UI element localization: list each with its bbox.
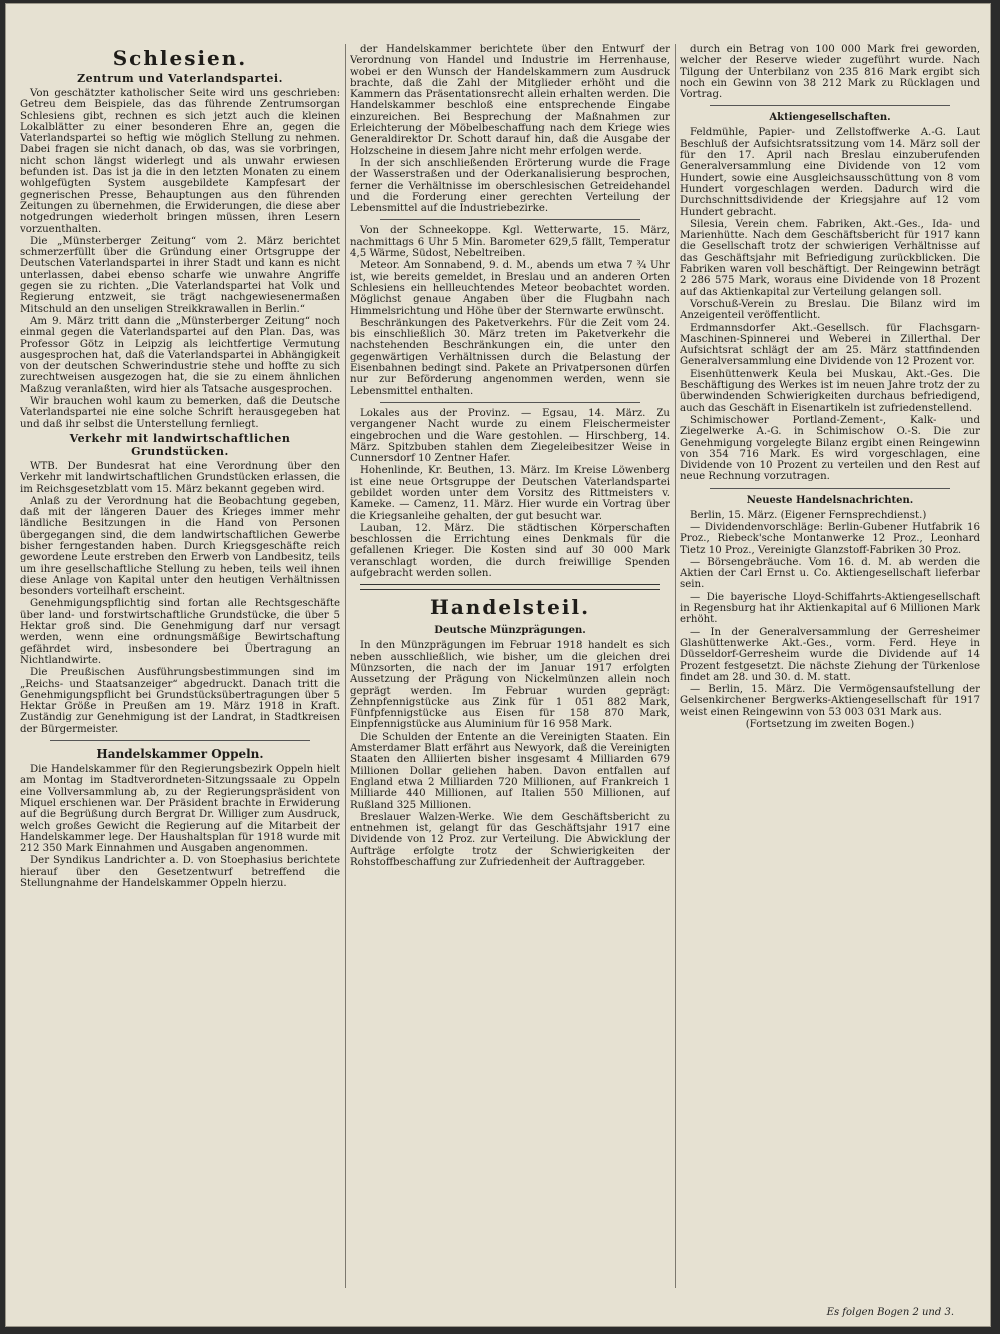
article-paragraph: — Dividendenvorschläge: Berlin-Gubener Hutfabrik 16 Proz., Riebeck'sche Montanwerke 12 Proz., Leonhard Tietz 10 Proz., Vereinigte Glanzstoff-Fabriken 30 Proz. xyxy=(680,521,980,556)
article-paragraph: Wir brauchen wohl kaum zu bemerken, daß die Deutsche Vaterlandspartei nie eine solche Schrift herausgegeben hat und daß ihr selbst die Unterstellung fernliegt. xyxy=(20,396,340,430)
article-paragraph: Der Syndikus Landrichter a. D. von Stoephasius berichtete hierauf über den Gesetzentwurf betreffend die Stellungnahme der Handelskammer Oppeln hierzu. xyxy=(20,855,340,889)
article-paragraph: durch ein Betrag von 100 000 Mark frei geworden, welcher der Reserve wieder zugeführt wurde. Nach Tilgung der Unterbilanz von 235 816 Mark ergibt sich noch ein Gewinn von 38 212 Mark zu Rücklagen und Vortrag. xyxy=(680,44,980,101)
article-paragraph: WTB. Der Bundesrat hat eine Verordnung über den Verkehr mit landwirtschaftlichen Grundstücken erlassen, die im Reichsgesetzblatt vom 15. März bekannt gegeben wird. xyxy=(20,460,340,495)
article-paragraph: Lokales aus der Provinz. — Egsau, 14. März. Zu vergangener Nacht wurde zu einem Fleischermeister eingebrochen und die Ware gestohlen. — Hirschberg, 14. März. Spitzbuben stahlen dem Ziegeleibesitzer Weise in Cunnersdorf 10 Zentner Hafer. xyxy=(350,407,670,465)
article-paragraph: Vorschuß-Verein zu Breslau. Die Bilanz wird im Anzeigenteil veröffentlicht. xyxy=(680,298,980,322)
article-paragraph: — In der Generalversammlung der Gerresheimer Glashüttenwerke Akt.-Ges., vorm. Ferd. Heye in Düsseldorf-Gerresheim wurde die Dividende auf 14 Prozent festgesetzt. Die nächste Ziehung der Türkenlose findet am 28. und 30. d. M. statt. xyxy=(680,626,980,683)
article-title: Verkehr mit landwirtschaftlichen Grundstücken. xyxy=(69,431,291,458)
article-paragraph: Die Schulden der Entente an die Vereinigten Staaten. Ein Amsterdamer Blatt erfährt aus Newyork, daß die Vereinigten Staaten den Alliierten bisher insgesamt 4 Milliarden 679 Millionen Dollar geliehen haben. Davon entfallen auf England etwa 2 Milliarden 720 Millionen, auf Frankreich 1 Milliarde 440 Millionen, auf Italien 550 Millionen, auf Rußland 325 Millionen. xyxy=(350,731,670,811)
article-paragraph: Erdmannsdorfer Akt.-Gesellsch. für Flachsgarn-Maschinen-Spinnerei und Weberei in Zillerthal. Der Aufsichtsrat schlägt der am 25. März stattfindenden Generalversammlung eine Dividende von 12 Prozent vor. xyxy=(680,322,980,368)
article-paragraph: Silesia, Verein chem. Fabriken, Akt.-Ges., Ida- und Marienhütte. Nach dem Geschäftsbericht für 1917 kann die Gesellschaft trotz der schwierigen Verhältnisse auf das Geschäftsjahr mit Befriedigung zurückblicken. Die Fabriken waren voll beschäftigt. Der Reingewinn beträgt 2 286 575 Mark, woraus eine Dividende von 18 Prozent auf das Aktienkapital zur Verteilung gelangen soll. xyxy=(680,218,980,298)
subsection-title: Aktiengesellschaften. xyxy=(769,112,891,124)
section-heading-handelsteil: Handelsteil. xyxy=(429,595,591,620)
newspaper-page xyxy=(6,4,990,1326)
divider xyxy=(50,740,310,741)
dateline: Berlin, 15. März. (Eigener Fernsprechdienst.) xyxy=(690,509,927,521)
section-divider xyxy=(360,584,660,590)
divider xyxy=(380,402,640,403)
article-paragraph: Die Preußischen Ausführungsbestimmungen sind im „Reichs- und Staatsanzeiger“ abgedruckt. Danach tritt die Genehmigungspflicht bei Grundstücksübertragungen über 5 Hektar Größe in Preußen am 19. März 1918 in Kraft. Zuständig zur Genehmigung ist der Landrat, in Stadtkreisen der Bürgermeister. xyxy=(20,667,340,735)
article-paragraph: — Berlin, 15. März. Die Vermögensaufstellung der Gelsenkirchener Bergwerks-Aktiengesellschaft für 1917 weist einen Reingewinn von 53 003 031 Mark aus. xyxy=(680,684,980,718)
article-paragraph: Hohenlinde, Kr. Beuthen, 13. März. Im Kreise Löwenberg ist eine neue Ortsgruppe der Deutschen Vaterlandspartei gebildet worden unter dem Vorsitz des Rittmeisters v. Kameke. — Camenz, 11. März. Hier wurde ein Vortrag über die Kriegsanleihe gehalten, der gut besucht war. xyxy=(350,465,670,522)
article-paragraph: Anlaß zu der Verordnung hat die Beobachtung gegeben, daß mit der längeren Dauer des Krieges immer mehr ländliche Besitzungen in die Hand von Personen übergegangen sind, die dem landwirtschaftlichen Gewerbe bisher ferngestanden haben. Durch Kriegsgeschäfte reich gewordene Leute erstreben den Erwerb von Landbesitz, teils um ihre gesellschaftliche Stellung zu heben, teils weil ihnen diese Anlage von Kapital unter den heutigen Verhältnissen besonders vorteilhaft erscheint. xyxy=(20,495,340,598)
column-rule xyxy=(675,44,676,1288)
weather-report: Von der Schneekoppe. Kgl. Wetterwarte, 15. März, nachmittags 6 Uhr 5 Min. Barometer 629,5 fällt, Temperatur 4,5 Wärme, Südost, Nebeltreiben. xyxy=(350,225,670,260)
continuation-note: (Fortsetzung im zweiten Bogen.) xyxy=(745,719,915,731)
page-footer: Es folgen Bogen 2 und 3. xyxy=(826,1307,954,1318)
article-paragraph: der Handelskammer berichtete über den Entwurf der Verordnung von Handel und Industrie im Herrenhause, wobei er den Wunsch der Handelskammern zum Ausdruck brachte, daß die Zahl der Mitglieder erhöht und die Kammern das Präsentationsrecht allein erhalten werden. Die Handelskammer beschloß eine entsprechende Eingabe einzureichen. Bei Besprechung der Maßnahmen zur Erleichterung der Möbelbeschaffung nach dem Kriege wies Generaldirektor Dr. Schott darauf hin, daß die Ausgabe der Holzscheine in diesem Jahre nicht mehr erfolgen werde. xyxy=(350,44,670,157)
article-paragraph: Beschränkungen des Paketverkehrs. Für die Zeit vom 24. bis einschließlich 30. März treten im Paketverkehr die nachstehenden Beschränkungen ein, die unter den gegenwärtigen Verhältnissen durch die Belastung der Eisenbahnen bedingt sind. Pakete an Privatpersonen dürfen nur zur Beförderung angenommen werden, wenn sie Lebensmittel enthalten. xyxy=(350,317,670,397)
article-paragraph: Am 9. März tritt dann die „Münsterberger Zeitung“ noch einmal gegen die Vaterlandspartei auf den Plan. Das, was Professor Götz in Leipzig als leichtfertige Vermutung ausgesprochen hat, daß die Vaterlandspartei in Abhängigkeit von der deutschen Schwerindustrie stehe und hoffte zu sich zurechtweisen ausgezogen hat, die sie zu einem ähnlichen Maßzug veranlaßten, wird hier als Tatsache ausgesprochen. xyxy=(20,315,340,395)
article-paragraph: Genehmigungspflichtig sind fortan alle Rechtsgeschäfte über land- und forstwirtschaftliche Grundstücke, die über 5 Hektar groß sind. Die Genehmigung darf nur versagt werden, wenn eine ordnungsmäßige Bewirtschaftung gefährdet wird, insbesondere bei Übertragung an Nichtlandwirte. xyxy=(20,598,340,666)
column-middle xyxy=(350,44,670,1288)
article-paragraph: Von geschätzter katholischer Seite wird uns geschrieben: Getreu dem Beispiele, das das führende Zentrumsorgan Schlesiens gibt, rechnen es sich jetzt auch die kleinen Lokalblätter zu einer besonderen Ehre an, gegen die Vaterlandspartei so heftig wie möglich Stellung zu nehmen. Dabei fragen sie nicht danach, ob das, was sie vorbringen, nicht schon längst widerlegt und als unwahr erwiesen befunden ist. Das ist ja die in den letzten Monaten zu einem wohlgefügten System ausgebildete Kampfesart der gegnerischen Presse, Behauptungen aus den führenden Zeitungen zu übernehmen, die Erwiderungen, die diese aber notgedrungen wiederholt bringen müssen, ihren Lesern vorzuenthalten. xyxy=(20,88,340,235)
column-right xyxy=(680,44,980,1288)
article-title: Deutsche Münzprägungen. xyxy=(434,625,586,637)
article-paragraph: Breslauer Walzen-Werke. Wie dem Geschäftsbericht zu entnehmen ist, gelangt für das Geschäftsjahr 1917 eine Dividende von 12 Proz. zur Verteilung. Die Abwicklung der Aufträge erfolgte trotz der Schwierigkeiten der Rohstoffbeschaffung zur Zufriedenheit der Auftraggeber. xyxy=(350,811,670,868)
article-paragraph: In der sich anschließenden Erörterung wurde die Frage der Wasserstraßen und der Oderkanalisierung besprochen, ferner die Verhältnisse im oberschlesischen Getreidehandel und die Forderung einer gerechten Verteilung der Lebensmittel auf die Industriebezirke. xyxy=(350,157,670,215)
divider xyxy=(710,105,950,106)
article-paragraph: — Börsengebräuche. Vom 16. d. M. ab werden die Aktien der Carl Ernst u. Co. Aktiengesellschaft lieferbar sein. xyxy=(680,556,980,591)
article-title: Handelskammer Oppeln. xyxy=(96,747,264,762)
divider xyxy=(710,488,950,489)
article-paragraph: Feldmühle, Papier- und Zellstoffwerke A.-G. Laut Beschluß der Aufsichtsratssitzung vom 14. März soll der für den 17. April nach Breslau einzuberufenden Generalversammlung eine Dividende von 12 vom Hundert, sowie eine Ausgleichsausschüttung von 8 vom Hundert vorgeschlagen werden. Dadurch wird die Durchschnittsdividende der Kriegsjahre auf 12 vom Hundert gebracht. xyxy=(680,127,980,218)
column-left xyxy=(20,44,340,1288)
article-title: Zentrum und Vaterlandspartei. xyxy=(77,72,283,85)
article-paragraph: Die Handelskammer für den Regierungsbezirk Oppeln hielt am Montag im Stadtverordneten-Sitzungssaale zu Oppeln eine Vollversammlung ab, zu der Regierungspräsident von Miquel erschienen war. Der Präsident brachte in Erwiderung auf die Begrüßung durch Bergrat Dr. Williger zum Ausdruck, welch großes Gewicht die Regierung auf die Mitarbeit der Handelskammer lege. Der Haushaltsplan für 1918 wurde mit 212 350 Mark Einnahmen und Ausgaben angenommen. xyxy=(20,764,340,855)
article-paragraph: Eisenhüttenwerk Keula bei Muskau, Akt.-Ges. Die Beschäftigung des Werkes ist im neuen Jahre trotz der zu überwindenden Schwierigkeiten durchaus befriedigend, auch das Geschäft in Eisenartikeln ist zufriedenstellend. xyxy=(680,368,980,414)
article-paragraph: — Die bayerische Lloyd-Schiffahrts-Aktiengesellschaft in Regensburg hat ihr Aktienkapital auf 6 Millionen Mark erhöht. xyxy=(680,591,980,626)
article-paragraph: Die „Münsterberger Zeitung“ vom 2. März berichtet schmerzerfüllt über die Gründung einer Ortsgruppe der Deutschen Vaterlandspartei in ihrer Stadt und kann es nicht unterlassen, dabei ebenso scharfe wie unwahre Angriffe gegen sie zu richten. „Die Vaterlandspartei hat Volk und Regierung entzweit, sie trägt nachgewiesenermaßen Mitschuld an den unseligen Streikkrawallen in Berlin.“ xyxy=(20,235,340,315)
subsection-title: Neueste Handelsnachrichten. xyxy=(746,494,914,506)
article-paragraph: In den Münzprägungen im Februar 1918 handelt es sich neben ausschließlich, wie bisher, um die gleichen drei Münzsorten, die nach der im Januar 1917 erfolgten Aussetzung der Prägung von Nickelmünzen allein noch geprägt werden. Im Februar wurden geprägt: Zehnpfennigstücke aus Zink für 1 051 882 Mark, Fünfpfennigstücke aus Eisen für 158 870 Mark, Einpfennigstücke aus Aluminium für 16 958 Mark. xyxy=(350,640,670,731)
section-heading-schlesien: Schlesien. xyxy=(112,46,248,70)
article-paragraph: Lauban, 12. März. Die städtischen Körperschaften beschlossen die Errichtung eines Denkmals für die gefallenen Krieger. Die Kosten sind auf 30 000 Mark veranschlagt worden, die durch freiwillige Spenden aufgebracht werden sollen. xyxy=(350,522,670,580)
column-rule xyxy=(345,44,346,1288)
article-paragraph: Schimischower Portland-Zement-, Kalk- und Ziegelwerke A.-G. in Schimischow O.-S. Die zur Genehmigung vorgelegte Bilanz ergibt einen Reingewinn von 354 716 Mark. Es wird vorgeschlagen, eine Dividende von 10 Prozent zu verteilen und den Rest auf neue Rechnung vorzutragen. xyxy=(680,414,980,483)
divider xyxy=(380,219,640,220)
article-paragraph: Meteor. Am Sonnabend, 9. d. M., abends um etwa 7 ¾ Uhr ist, wie bereits gemeldet, in Breslau und an anderen Orten Schlesiens ein hellleuchtendes Meteor beobachtet worden. Möglichst genaue Angaben über die Flugbahn nach Himmelsrichtung und Höhe über der Sternwarte erwünscht. xyxy=(350,260,670,317)
